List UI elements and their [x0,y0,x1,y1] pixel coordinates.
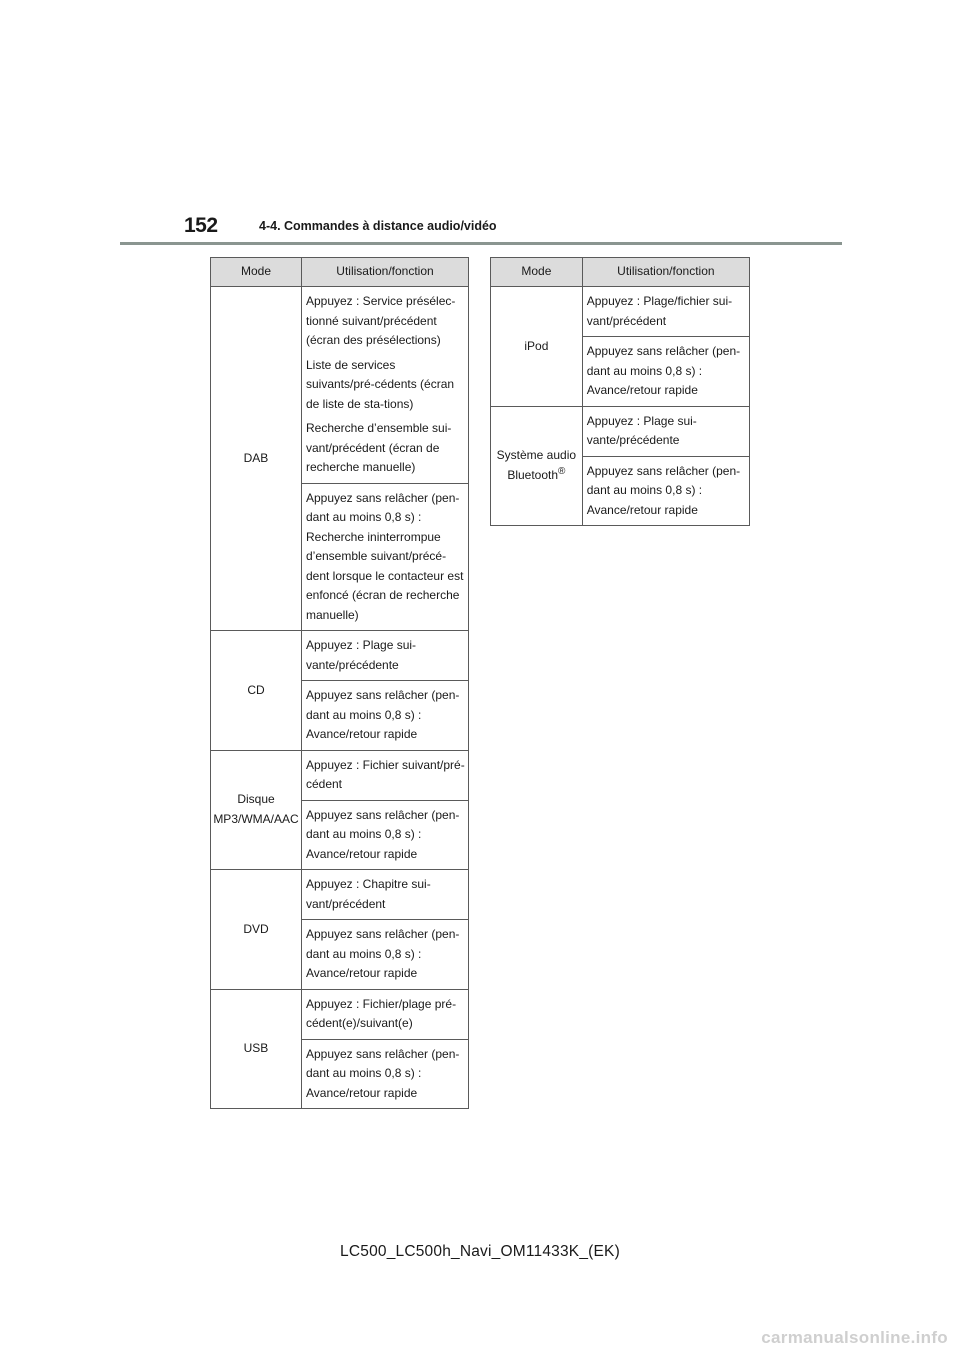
usage-cell [301,483,468,631]
table-left [210,257,469,1109]
usage-text: Appuyez : Fichier/plage pré-cédent(e)/suivant(e) [305,996,457,1030]
usage-text: Appuyez sans relâcher (pen-dant au moins 0,8 s) : Recherche ininterrompue d’ensemble suivant/précé-dent lorsque le contacteur est enfoncé (écran de recherche manuelle) [305,490,464,622]
usage-text: Appuyez : Fichier suivant/pré-cédent [305,757,465,791]
usage-text: Appuyez sans relâcher (pen-dant au moins 0,8 s) : Avance/retour rapide [586,344,741,397]
document-code: LC500_LC500h_Navi_OM11433K_(EK) [340,1243,620,1260]
table-row [211,989,469,1039]
usage-cell [582,287,749,337]
usage-text: Recherche d’ensemble sui-vant/précédent (écran de recherche manuelle) [305,421,452,474]
usage-text: Appuyez : Chapitre sui-vant/précédent [305,877,431,911]
table-row [211,750,469,800]
usage-cell [301,920,468,990]
table-row [491,287,750,337]
usage-cell [301,1039,468,1109]
usage-text: Appuyez : Plage/fichier sui-vant/précédent [586,294,733,328]
header-usage: Utilisation/fonction [582,258,749,287]
usage-cell [582,337,749,407]
table-header-row [491,258,750,287]
usage-cell [301,631,468,681]
mode-cell: USB [211,989,302,1109]
table-row [211,870,469,920]
table-row [211,631,469,681]
usage-cell [301,989,468,1039]
usage-cell [301,287,468,484]
table-header-row [211,258,469,287]
usage-cell [301,870,468,920]
watermark: carmanualsonline.info [761,1328,948,1347]
registered-mark: ® [558,465,566,477]
mode-cell [491,406,583,526]
usage-text: Liste de services suivants/pré-cédents (écran de liste de sta-tions) [305,357,455,411]
usage-text: Appuyez sans relâcher (pen-dant au moins 0,8 s) : Avance/retour rapide [305,927,460,980]
usage-text: Appuyez sans relâcher (pen-dant au moins 0,8 s) : Avance/retour rapide [305,1046,460,1100]
usage-cell [301,681,468,751]
page-number: 152 [184,214,218,237]
header-mode: Mode [211,258,302,287]
header-usage: Utilisation/fonction [301,258,468,287]
usage-cell [582,406,749,456]
usage-cell [301,800,468,870]
usage-text: Appuyez sans relâcher (pen-dant au moins 0,8 s) : Avance/retour rapide [305,807,460,861]
table-row [211,287,469,484]
usage-text: Appuyez sans relâcher (pen-dant au moins 0,8 s) : Avance/retour rapide [586,463,741,517]
section-title: 4-4. Commandes à distance audio/vidéo [259,219,497,233]
header-mode: Mode [491,258,583,287]
usage-text: Appuyez : Service présélec-tionné suivant/précédent (écran des présélections) [305,294,456,347]
mode-label: Système audio Bluetooth [496,448,577,482]
mode-cell: DVD [211,870,302,990]
mode-cell: DAB [211,287,302,631]
usage-cell [301,750,468,800]
header-rule [120,242,842,245]
mode-cell: Disque MP3/WMA/AAC [211,750,302,870]
usage-cell [582,456,749,526]
mode-cell: CD [211,631,302,751]
table-right [490,257,750,526]
usage-text: Appuyez : Plage sui-vante/précédente [586,413,697,447]
usage-text: Appuyez : Plage sui-vante/précédente [305,638,417,672]
table-row [491,406,750,456]
usage-text: Appuyez sans relâcher (pen-dant au moins 0,8 s) : Avance/retour rapide [305,688,460,741]
mode-cell: iPod [491,287,583,407]
